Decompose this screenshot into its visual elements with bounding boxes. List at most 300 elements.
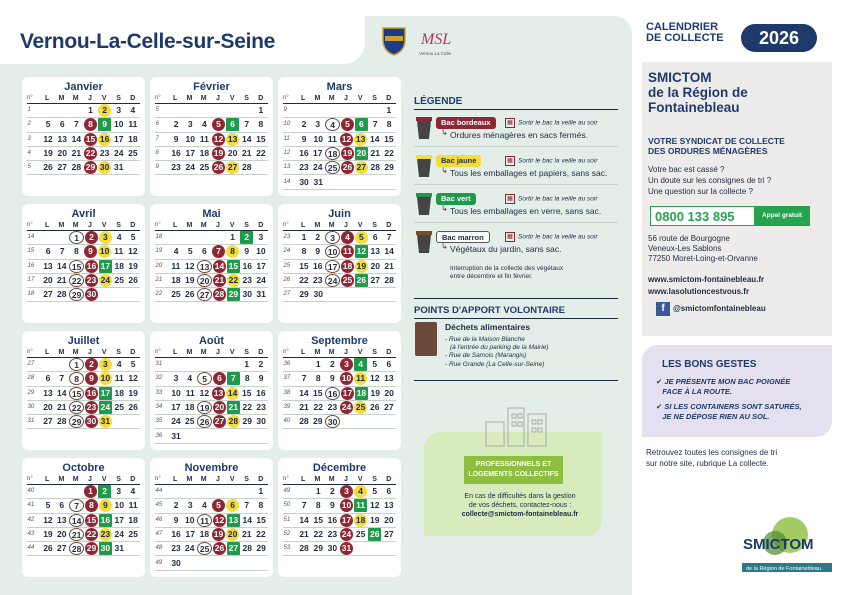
week-row (283, 485, 396, 499)
day-cell: 29 (85, 162, 96, 173)
day-cell: 14 (57, 260, 67, 271)
pro-email-link[interactable]: collecte@smictom-fontainebleau.fr (461, 511, 579, 518)
phone-number[interactable]: 0800 133 895 (655, 209, 735, 224)
day-cell: 16 (99, 133, 110, 144)
day-cell: 18 (185, 402, 195, 413)
week-number: 40 (27, 488, 35, 495)
day-cell: 3 (116, 105, 122, 116)
weekday-header: n° L M M J V S D (283, 474, 396, 485)
website-link[interactable]: www.lasolutioncestvous.fr (648, 287, 750, 296)
day-cell (368, 288, 381, 301)
legend-title: LÉGENDE (414, 96, 463, 107)
day-cell: 23 (99, 148, 110, 159)
day-cell: 20 (227, 148, 238, 159)
week-number: 38 (283, 389, 291, 396)
week-number: 5 (27, 164, 31, 171)
day-cell: 4 (354, 358, 367, 371)
arrow-icon: ↳ (441, 204, 448, 213)
day-cell (170, 485, 183, 498)
day-cell: 9 (244, 246, 250, 257)
smictom-logo (740, 515, 835, 577)
month-11 (278, 458, 401, 577)
day-cell: 3 (187, 500, 193, 511)
day-cell: 23 (100, 529, 111, 540)
day-cell (170, 231, 183, 244)
day-cell: 24 (256, 275, 266, 286)
week-number: 27 (27, 361, 35, 368)
day-cell: 30 (299, 176, 309, 187)
calendar-icon: ▦ (505, 118, 515, 128)
weekday-header: n° L M M J V S D (155, 220, 268, 231)
day-cell: 2 (329, 486, 335, 497)
day-cell: 23 (171, 162, 181, 173)
week-row (155, 499, 268, 513)
day-cell: 30 (171, 557, 181, 568)
day-cell: 22 (299, 275, 309, 286)
day-cell: 30 (86, 416, 97, 427)
day-cell: 18 (356, 387, 367, 398)
week-number: 23 (283, 234, 291, 241)
weekday-header: n° L M M J V S D (27, 220, 140, 231)
month-name: Février (193, 81, 230, 93)
day-cell: 12 (341, 133, 352, 144)
day-cell: 16 (171, 148, 181, 159)
day-cell: 19 (342, 148, 353, 159)
day-cell: 3 (99, 358, 112, 371)
day-cell: 17 (114, 514, 124, 525)
day-cell: 6 (59, 119, 65, 130)
day-cell: 28 (384, 275, 394, 286)
day-cell: 25 (128, 529, 138, 540)
day-cell: 8 (226, 245, 239, 258)
day-cell: 26 (356, 275, 367, 286)
month-name: Mars (326, 81, 353, 93)
week-number: 35 (155, 418, 163, 425)
week-row (155, 133, 268, 147)
week-row (283, 260, 396, 274)
day-cell: 31 (100, 416, 111, 427)
day-cell: 4 (130, 105, 136, 116)
day-cell: 16 (327, 514, 338, 525)
day-cell: 21 (242, 529, 252, 540)
day-cell: 14 (57, 387, 67, 398)
day-cell (354, 104, 367, 117)
day-cell: 16 (256, 387, 266, 398)
day-cell: 15 (228, 260, 239, 271)
day-cell: 13 (384, 373, 394, 384)
day-cell: 15 (256, 133, 266, 144)
day-cell: 24 (185, 543, 195, 554)
day-cell: 26 (43, 543, 53, 554)
day-cell: 3 (340, 358, 353, 371)
day-cell: 9 (99, 499, 112, 512)
day-cell: 4 (187, 373, 193, 384)
day-cell: 5 (187, 246, 193, 257)
week-row (155, 528, 268, 542)
week-row (155, 387, 268, 401)
day-cell: 13 (228, 514, 239, 525)
day-cell: 27 (43, 416, 53, 427)
day-cell: 30 (242, 289, 252, 300)
day-cell: 31 (171, 430, 181, 441)
day-cell: 28 (57, 289, 67, 300)
day-cell: 2 (173, 119, 179, 130)
month-9 (22, 458, 145, 577)
day-cell (240, 104, 253, 117)
day-cell: 29 (256, 543, 266, 554)
day-cell: 24 (341, 529, 352, 540)
bin-icon (415, 116, 433, 140)
week-number: 14 (283, 178, 291, 185)
week-number: 5 (155, 107, 159, 114)
day-cell: 31 (341, 543, 352, 554)
day-cell: 9 (329, 500, 335, 511)
day-cell: 30 (86, 289, 97, 300)
week-row (27, 231, 140, 245)
day-cell (340, 176, 353, 189)
day-cell: 23 (242, 275, 252, 286)
month-name: Août (198, 335, 225, 347)
day-cell: 28 (242, 162, 252, 173)
week-number: 19 (155, 248, 163, 255)
day-cell: 4 (173, 246, 179, 257)
week-row (283, 401, 396, 415)
day-cell (212, 104, 225, 117)
calendar-icon: ▦ (505, 156, 515, 166)
day-cell: 26 (128, 402, 138, 413)
week-row (27, 104, 140, 118)
day-cell: 8 (73, 246, 79, 257)
day-cell: 31 (313, 176, 323, 187)
day-cell: 11 (327, 133, 337, 144)
weekday-header: n° L M M J V S D (283, 220, 396, 231)
day-cell: 21 (228, 402, 239, 413)
day-cell: 28 (299, 543, 309, 554)
day-cell: 22 (384, 148, 394, 159)
month-name: Octobre (62, 462, 105, 474)
day-cell: 7 (59, 373, 65, 384)
day-cell: 1 (258, 105, 264, 116)
week-number: 45 (155, 502, 163, 509)
day-cell (226, 485, 239, 498)
week-number: 26 (283, 277, 291, 284)
day-cell: 3 (315, 119, 321, 130)
day-cell: 4 (116, 359, 122, 370)
day-cell (42, 358, 55, 371)
day-cell: 11 (354, 372, 367, 385)
phone-box[interactable] (650, 206, 810, 226)
day-cell: 1 (315, 359, 321, 370)
week-number: 28 (27, 375, 35, 382)
day-cell: 7 (227, 372, 240, 385)
day-cell: 14 (214, 260, 225, 271)
day-cell: 3 (173, 373, 179, 384)
week-number: 43 (27, 531, 35, 538)
bin-badge: Bac bordeaux (436, 117, 496, 129)
day-cell: 2 (258, 359, 264, 370)
day-cell: 7 (212, 245, 225, 258)
day-cell: 30 (325, 415, 340, 428)
day-cell: 10 (171, 387, 181, 398)
day-cell: 14 (242, 133, 252, 144)
week-row (27, 387, 140, 401)
bin-badge: Bac vert (436, 193, 476, 205)
day-cell: 26 (370, 402, 380, 413)
day-cell: 12 (370, 373, 380, 384)
day-cell: 2 (98, 485, 111, 498)
month-name: Mai (202, 208, 221, 220)
day-cell: 30 (100, 543, 111, 554)
day-cell: 6 (213, 372, 226, 385)
week-row (155, 556, 268, 570)
week-row (27, 485, 140, 499)
day-cell: 11 (171, 260, 181, 271)
weekday-header: n° L M M J V S D (27, 93, 140, 104)
pav-line: - Rue de Samois (Marangis) (445, 352, 527, 359)
day-cell: 8 (84, 118, 97, 131)
day-cell (326, 176, 339, 189)
week-row (283, 499, 396, 513)
day-cell: 21 (69, 528, 84, 541)
week-row (27, 358, 140, 372)
week-number: 2 (27, 121, 31, 128)
day-cell: 20 (197, 274, 212, 287)
day-cell: 2 (240, 231, 253, 244)
day-cell: 12 (128, 373, 138, 384)
week-number: 50 (283, 502, 291, 509)
day-cell: 8 (386, 119, 392, 130)
day-cell: 15 (313, 514, 323, 525)
day-cell: 23 (256, 402, 266, 413)
day-cell: 9 (315, 246, 321, 257)
day-cell: 24 (341, 402, 352, 413)
day-cell: 13 (57, 514, 67, 525)
week-number: 13 (283, 164, 291, 171)
week-number: 18 (27, 291, 35, 298)
day-cell: 17 (100, 387, 111, 398)
divider (414, 184, 618, 185)
day-cell: 2 (315, 232, 321, 243)
week-number: 46 (155, 516, 163, 523)
month-7 (150, 331, 273, 450)
day-cell: 17 (185, 148, 195, 159)
day-cell: 4 (130, 486, 136, 497)
day-cell: 24 (185, 162, 195, 173)
day-cell: 24 (100, 402, 111, 413)
day-cell: 5 (212, 499, 225, 512)
day-cell: 22 (86, 529, 97, 540)
day-cell: 10 (256, 246, 266, 257)
week-number: 20 (155, 262, 163, 269)
day-cell (198, 104, 211, 117)
day-cell: 27 (370, 275, 380, 286)
reminder: ▦ Sortir le bac la veille au soir (505, 156, 597, 166)
day-cell: 6 (386, 359, 392, 370)
day-cell: 28 (242, 543, 252, 554)
day-cell: 14 (370, 133, 380, 144)
day-cell: 19 (356, 260, 367, 271)
week-row (27, 401, 140, 415)
day-cell (184, 231, 197, 244)
day-cell: 17 (256, 260, 266, 271)
day-cell: 7 (372, 119, 378, 130)
day-cell: 28 (214, 289, 225, 300)
day-cell: 9 (173, 133, 179, 144)
week-number: 12 (283, 150, 291, 157)
day-cell: 13 (197, 260, 212, 273)
day-cell (226, 358, 239, 371)
day-cell: 12 (213, 133, 224, 144)
week-row (155, 147, 268, 161)
day-cell: 11 (199, 133, 209, 144)
day-cell: 20 (227, 529, 238, 540)
day-cell (369, 415, 382, 428)
day-cell: 7 (244, 500, 250, 511)
day-cell: 20 (370, 260, 380, 271)
day-cell (70, 104, 83, 117)
day-cell: 5 (212, 118, 225, 131)
day-cell (56, 485, 69, 498)
day-cell: 29 (313, 416, 323, 427)
day-cell: 18 (355, 514, 366, 525)
day-cell: 15 (69, 387, 84, 400)
week-row (283, 147, 396, 161)
day-cell (254, 557, 267, 570)
logo-text: SMICTOM (743, 536, 814, 553)
day-cell: 14 (242, 514, 252, 525)
day-cell: 3 (99, 231, 112, 244)
day-cell: 11 (197, 514, 212, 527)
day-cell (341, 415, 354, 428)
month-1 (150, 77, 273, 196)
week-row (155, 358, 268, 372)
day-cell: 2 (85, 231, 98, 244)
day-cell: 25 (325, 161, 340, 174)
day-cell: 19 (197, 401, 212, 414)
buildings-icon (482, 400, 552, 450)
day-cell: 25 (355, 402, 366, 413)
week-number: 39 (283, 404, 291, 411)
day-cell: 14 (71, 133, 82, 144)
week-row (155, 260, 268, 274)
day-cell: 18 (114, 260, 124, 271)
day-cell (354, 288, 367, 301)
day-cell (212, 231, 225, 244)
day-cell: 23 (299, 162, 309, 173)
day-cell: 22 (69, 274, 84, 287)
day-cell: 12 (214, 514, 225, 525)
day-cell: 11 (114, 246, 124, 257)
day-cell: 6 (226, 118, 239, 131)
day-cell (184, 104, 197, 117)
facebook-link[interactable]: f @smictomfontainebleau (656, 302, 766, 316)
day-cell: 4 (116, 232, 122, 243)
smictom-subtitle: VOTRE SYNDICAT DE COLLECTE DES ORDURES MÉNAGÈRES (648, 136, 785, 156)
day-cell: 24 (100, 275, 111, 286)
facebook-icon: f (656, 302, 670, 316)
week-number: 44 (27, 545, 35, 552)
day-cell: 31 (114, 543, 124, 554)
footer-note: Retrouvez toutes les consignes de tri sur notre site, rubrique La collecte. (646, 448, 778, 468)
week-number: 36 (155, 432, 163, 439)
day-cell: 6 (201, 246, 207, 257)
month-5 (278, 204, 401, 323)
day-cell: 5 (197, 372, 212, 385)
week-row (155, 401, 268, 415)
week-row (27, 260, 140, 274)
good-practices-title: LES BONS GESTES (662, 359, 757, 370)
website-link[interactable]: www.smictom-fontainebleau.fr (648, 275, 765, 284)
day-cell: 1 (258, 486, 264, 497)
day-cell: 1 (386, 105, 392, 116)
day-cell: 11 (128, 119, 138, 130)
divider (414, 298, 618, 299)
day-cell (240, 485, 253, 498)
websites (648, 274, 764, 298)
week-row (27, 118, 140, 132)
day-cell (42, 485, 55, 498)
day-cell (198, 358, 211, 371)
pro-text: En cas de difficultés dans la gestion de vos déchets, contactez-nous : collecte@smictom-fontainebleau.fr (440, 492, 600, 519)
week-row (155, 274, 268, 288)
day-cell: 7 (386, 232, 392, 243)
day-cell: 15 (69, 260, 84, 273)
week-row (155, 104, 268, 118)
day-cell: 1 (244, 359, 250, 370)
week-row (155, 161, 268, 175)
day-cell: 28 (57, 416, 67, 427)
day-cell: 28 (299, 416, 309, 427)
day-cell: 25 (114, 275, 124, 286)
month-3 (22, 204, 145, 323)
day-cell: 20 (384, 387, 394, 398)
week-row (283, 175, 396, 189)
day-cell: 1 (315, 486, 321, 497)
week-row (155, 245, 268, 259)
divider (414, 222, 618, 223)
week-row (155, 542, 268, 556)
day-cell: 21 (57, 275, 67, 286)
day-cell: 11 (354, 499, 367, 512)
week-number: 25 (283, 262, 291, 269)
week-number: 24 (283, 248, 291, 255)
good-practices-box (642, 345, 832, 437)
day-cell (198, 430, 211, 443)
good-practice-item: ✔ JE PRÉSENTE MON BAC POIGNÉE FACE À LA ROUTE. (656, 377, 791, 396)
day-cell: 2 (98, 104, 111, 117)
day-cell: 11 (114, 373, 124, 384)
week-row (27, 288, 140, 302)
day-cell: 18 (128, 514, 138, 525)
day-cell: 14 (299, 387, 309, 398)
day-cell (254, 161, 267, 174)
pav-title: POINTS D'APPORT VOLONTAIRE (414, 305, 565, 316)
day-cell (254, 430, 267, 443)
day-cell: 10 (185, 133, 195, 144)
week-number: 31 (155, 361, 163, 368)
day-cell: 7 (73, 119, 79, 130)
week-number: 47 (155, 531, 163, 538)
day-cell: 17 (114, 133, 124, 144)
week-row (27, 161, 140, 175)
pav-line: - Rue de la Maison Blanche (445, 336, 525, 343)
day-cell: 18 (114, 387, 124, 398)
day-cell (127, 415, 140, 428)
pro-badge: PROFESSIONNELS ET LOGEMENTS COLLECTIFS (464, 456, 563, 484)
bin-label: Ordures ménagères en sacs fermés. (450, 130, 588, 140)
weekday-header: n° L M M J V S D (283, 347, 396, 358)
day-cell: 5 (130, 232, 136, 243)
